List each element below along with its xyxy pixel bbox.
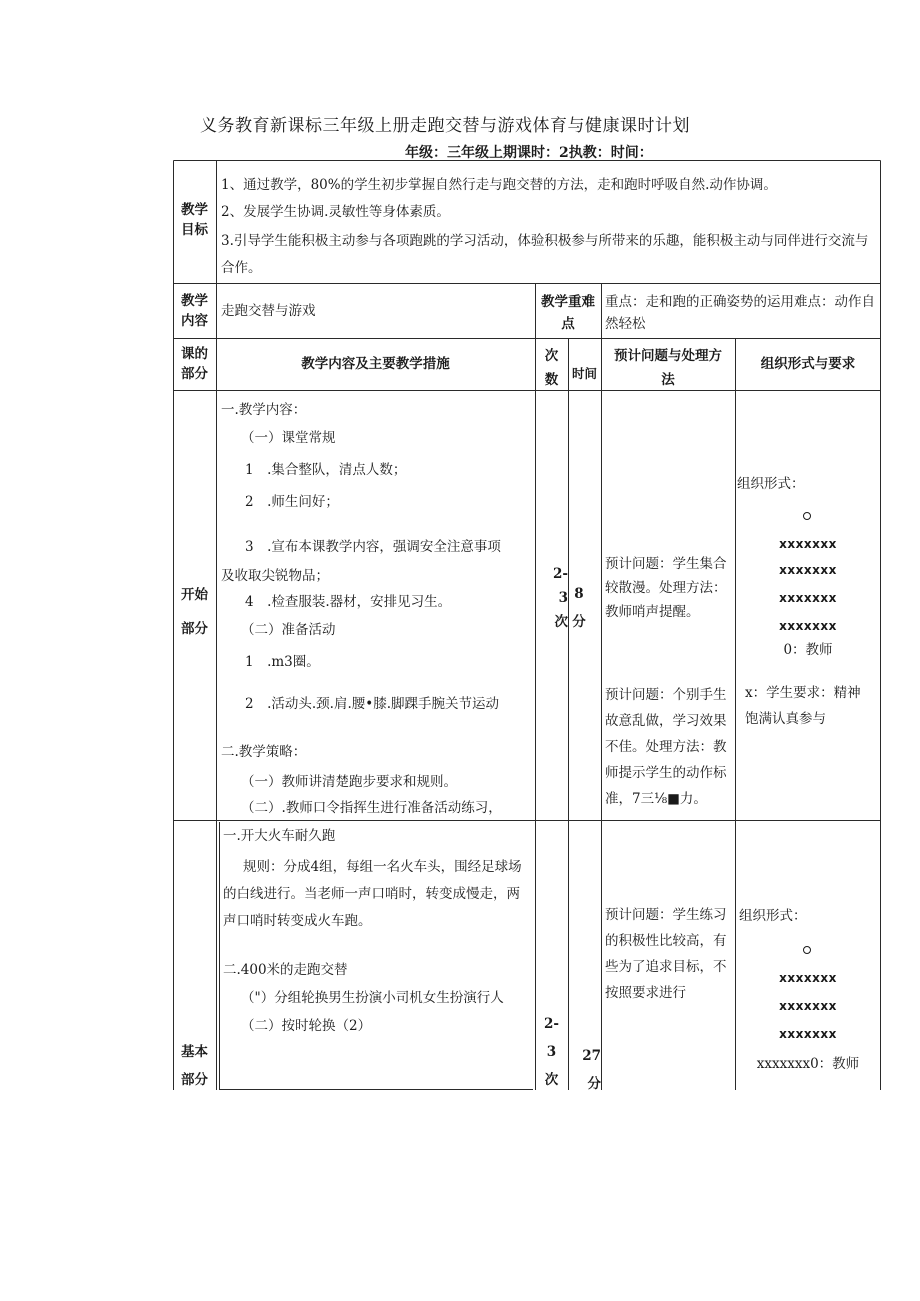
opening-line-9: 1 .m3圈。 [245,654,320,670]
opening-line-13: （二）.教师口令指挥生进行准备活动练习， [241,800,502,816]
formation-row-1: xxxxxxx [779,537,837,551]
lesson-meta: 年级：三年级上期课时：2执教：时间： [405,145,653,161]
basic-problem: 预计问题：学生练习的积极性比较高，有些为了追求目标，不按照要求进行 [605,907,727,1001]
lesson-plan-table [173,160,881,1090]
formation-row-2: xxxxxxx [779,563,837,577]
opening-line-11: 二.教学策略： [221,744,307,760]
basic-line-4: （"）分组轮换男生扮演小司机女生扮演行人 [241,990,504,1006]
opening-problem-2: 预计问题：个别手生故意乱做，学习效果不佳。处理方法：教师提示学生的动作标准，7三⅛■力。 [605,687,727,807]
opening-line-10: 2 .活动头.颈.肩.腰•膝.脚踝手腕关节运动 [245,696,500,712]
opening-line-2: （一）课堂常规 [241,430,336,446]
opening-line-7: 4 .检查服装.器材，安排见习生。 [245,594,452,610]
header-problems: 预计问题与处理方 法 [614,348,722,388]
basic-formation-row-1: xxxxxxx [779,971,837,985]
content-label: 教学 内容 [181,293,208,329]
objective-item-2: 2、发展学生协调.灵敏性等身体素质。 [221,204,450,220]
basic-line-2: 规则：分成4组，每组一名火车头，围经足球场的白线进行。当老师一声口哨时，转变成慢走，两声口哨时转变成火车跑。 [223,859,522,929]
basic-label: 基本 部分 [181,1044,208,1088]
header-organization: 组织形式与要求 [760,356,856,372]
formation-row-4: xxxxxxx [779,619,837,633]
key-points-label: 教学重难 点 [541,294,595,332]
basic-line-3: 二.400米的走跑交替 [223,962,348,978]
opening-line-12: （一）教师讲清楚跑步要求和规则。 [241,774,457,790]
objective-item-3: 3.引导学生能积极主动参与各项跑跳的学习活动，体验积极参与所带来的乐趣，能积极主动与同伴进行交流与合作。 [221,233,869,276]
basic-formation-last-row: xxxxxxx0：教师 [756,1056,860,1072]
header-duration: 时间 [571,366,597,381]
teacher-circle-icon [803,512,811,520]
opening-line-3: 1 .集合整队，清点人数； [245,462,407,478]
opening-line-1: 一.教学内容： [221,402,307,418]
basic-line-5: （二）按时轮换（2） [241,1018,372,1034]
basic-duration: 27 分 [582,1048,601,1092]
header-times: 次 数 [544,348,559,388]
key-points-value: 重点：走和跑的正确姿势的运用难点：动作自然轻松 [605,294,875,332]
legend-teacher: 0：教师 [783,642,833,658]
header-content: 教学内容及主要教学措施 [301,356,450,372]
header-part: 课的 部分 [181,346,208,382]
opening-label: 开始 部分 [181,587,208,637]
formation-row-3: xxxxxxx [779,591,837,605]
opening-line-4: 2 .师生问好； [245,494,339,510]
opening-duration: 8 分 [572,586,586,630]
opening-problem-1: 预计问题：学生集合较散漫。处理方法：教师哨声提醒。 [605,556,727,620]
objectives-label: 教学 目标 [181,202,208,238]
basic-line-1: 一.开大火车耐久跑 [223,828,336,844]
opening-line-8: （二）准备活动 [241,622,336,638]
basic-formation-row-3: xxxxxxx [779,1027,837,1041]
opening-org-label: 组织形式： [737,476,805,492]
opening-times: 2- 3 次 [553,566,568,630]
basic-formation-row-2: xxxxxxx [779,999,837,1013]
content-value: 走跑交替与游戏 [221,303,316,319]
basic-times: 2- 3 次 [544,1016,559,1088]
opening-line-5: 3 .宣布本课教学内容，强调安全注意事项 [245,539,501,555]
basic-org-label: 组织形式： [739,908,807,924]
teacher-circle-icon [803,946,811,954]
objective-item-1: 1、通过教学，80%的学生初步掌握自然行走与跑交替的方法，走和跑时呼吸自然.动作协调。 [221,177,777,193]
document-title: 义务教育新课标三年级上册走跑交替与游戏体育与健康课时计划 [200,116,690,136]
legend-students: x：学生要求：精神饱满认真参与 [745,685,861,727]
opening-line-6: 及收取尖锐物品； [221,568,329,584]
